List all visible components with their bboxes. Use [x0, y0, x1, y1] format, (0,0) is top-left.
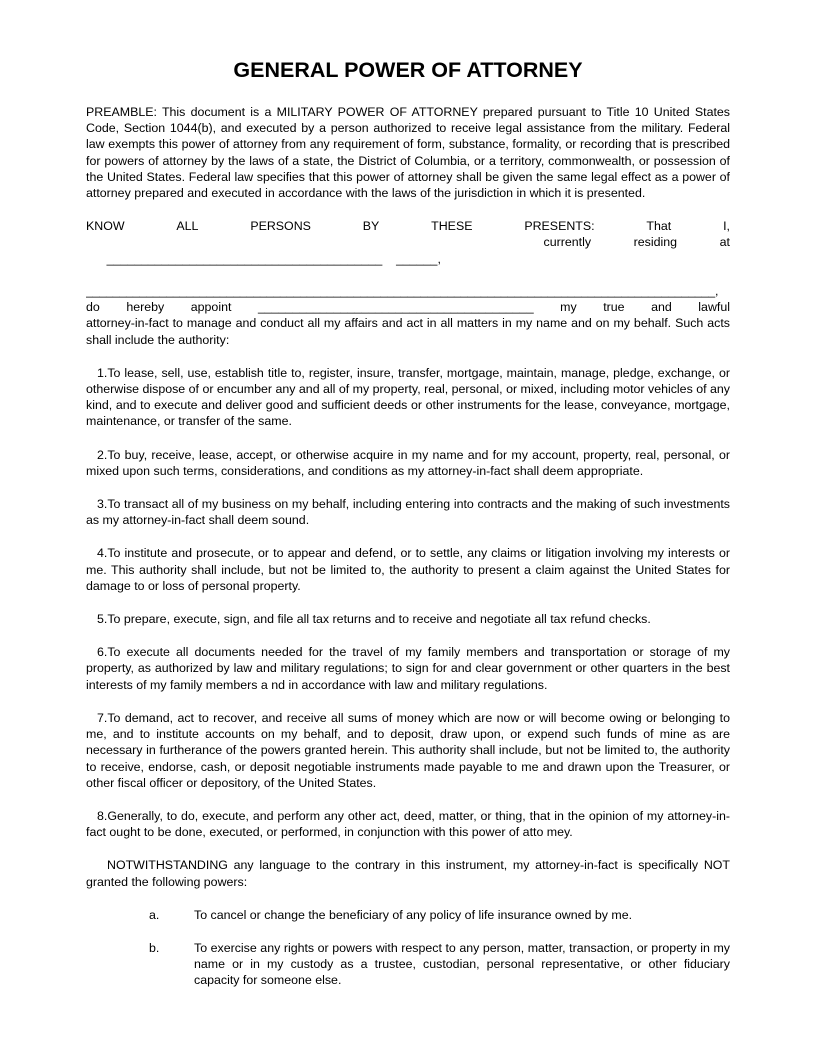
know-word: do — [86, 300, 100, 315]
power-item-4: 4.To institute and prosecute, or to appear and defend, or to settle, any claims or litigation involving my interests or me. This authority shall include, but not be limited to, the authority to present a claim against the United States for damage to or loss of personal property. — [86, 546, 730, 593]
power-item-8: 8.Generally, to do, execute, and perform any other act, deed, matter, or thing, that in the opinion of my attorney-in-fact ought to be done, executed, or performed, in conjunction with this power of atto mey. — [86, 808, 730, 840]
preamble-paragraph: PREAMBLE: This document is a MILITARY POWER OF ATTORNEY prepared pursuant to Title 10 United States Code, Section 1044(b), and executed by a person authorized to receive legal assistance from the military. Federal law exempts this power of attorney from any requirement of form, substance, formality, or recording that is prescribed for powers of attorney by the laws of a state, the District of Columbia, or a territory, commonwealth, or possession of the United States. Federal law specifies that this power of attorney shall be given the same legal effect as a power of attorney prepared and executed in accordance with the laws of the jurisdiction in which it is presented. — [86, 105, 730, 201]
power-item-6: 6.To execute all documents needed for the travel of my family members and transportation or storage of my property, as authorized by law and military regulations; to sign for and clear government or other quarters in the best interests of my family members a nd in accordance with law and military regulations. — [86, 645, 730, 692]
notwithstanding-paragraph: NOTWITHSTANDING any language to the contrary in this instrument, my attorney-in-fact is specifically NOT granted the following powers: — [86, 858, 730, 889]
exclusion-item-a — [149, 907, 730, 923]
grantor-rank-blank: ______, — [396, 251, 441, 266]
know-line-1 — [86, 218, 730, 234]
exclusion-text: To cancel or change the beneficiary of any policy of life insurance owned by me. — [194, 907, 633, 922]
know-word: currently — [543, 235, 592, 250]
know-word: lawful — [698, 300, 730, 315]
power-item-2: 2.To buy, receive, lease, accept, or otherwise acquire in my name and for my account, property, real, personal, or mixed upon such terms, considerations, and conditions as my attorney-in-fact shall deem appropriate. — [86, 447, 730, 478]
attorney-name-blank: ________________________________________ — [257, 300, 534, 315]
know-line-4 — [86, 299, 730, 315]
know-word: true — [603, 300, 625, 315]
know-word: PERSONS — [250, 219, 311, 234]
know-word: my — [560, 300, 577, 315]
know-word: hereby — [126, 300, 165, 315]
grantor-name-blank: ________________________________________ — [106, 251, 383, 266]
know-word: PRESENTS: — [524, 219, 595, 234]
know-word: That — [646, 219, 672, 234]
know-word: at — [719, 235, 730, 250]
power-item-1: 1.To lease, sell, use, establish title to, register, insure, transfer, mortgage, maintain, manage, pledge, exchange, or otherwise dispose of or encumber any and all of my property, real, personal, or mixed, including motor vehicles of any kind, and to execute and deliver good and sufficient deeds or other instruments for the lease, conveyance, mortgage, maintenance, or transfer of the same. — [86, 365, 730, 429]
know-word: THESE — [431, 219, 473, 234]
know-word: KNOW — [86, 219, 125, 234]
power-item-5: 5.To prepare, execute, sign, and file all tax returns and to receive and negotiate all tax refund checks. — [97, 612, 651, 627]
know-word: BY — [362, 219, 380, 234]
exclusion-label: a. — [149, 907, 160, 922]
document-page — [86, 56, 730, 989]
know-word: ALL — [176, 219, 199, 234]
know-paragraph-rest: attorney-in-fact to manage and conduct all my affairs and act in all matters in my name and on my behalf. Such acts shall include the authority: — [86, 316, 730, 347]
exclusion-text: To exercise any rights or powers with respect to any person, matter, transaction, or property in my name or in my custody as a trustee, custodian, personal representative, or other fiduciary capacity for someone else. — [194, 940, 730, 988]
exclusion-label: b. — [149, 940, 160, 955]
know-word: I, — [723, 219, 730, 234]
know-line-2 — [86, 234, 730, 283]
know-word: appoint — [190, 300, 232, 315]
document-title: GENERAL POWER OF ATTORNEY — [233, 58, 583, 82]
address-blank: ______________________________________________________________________________________________, — [86, 284, 719, 299]
exclusion-item-b — [149, 940, 730, 989]
power-item-7: 7.To demand, act to recover, and receive all sums of money which are now or will become owing or belonging to me, and to institute accounts on my behalf, and to deposit, draw upon, or expend such funds of mine as are necessary in furtherance of the powers granted herein. This authority shall include, but not be limited to, the authority to receive, endorse, cash, or deposit negotiable instruments made payable to me and drawn upon the Treasurer, or other fiscal officer or depository, of the United States. — [86, 710, 730, 790]
know-word: residing — [633, 235, 678, 250]
power-item-3: 3.To transact all of my business on my behalf, including entering into contracts and the making of such investments as my attorney-in-fact shall deem sound. — [86, 497, 730, 528]
know-word: and — [651, 300, 672, 315]
